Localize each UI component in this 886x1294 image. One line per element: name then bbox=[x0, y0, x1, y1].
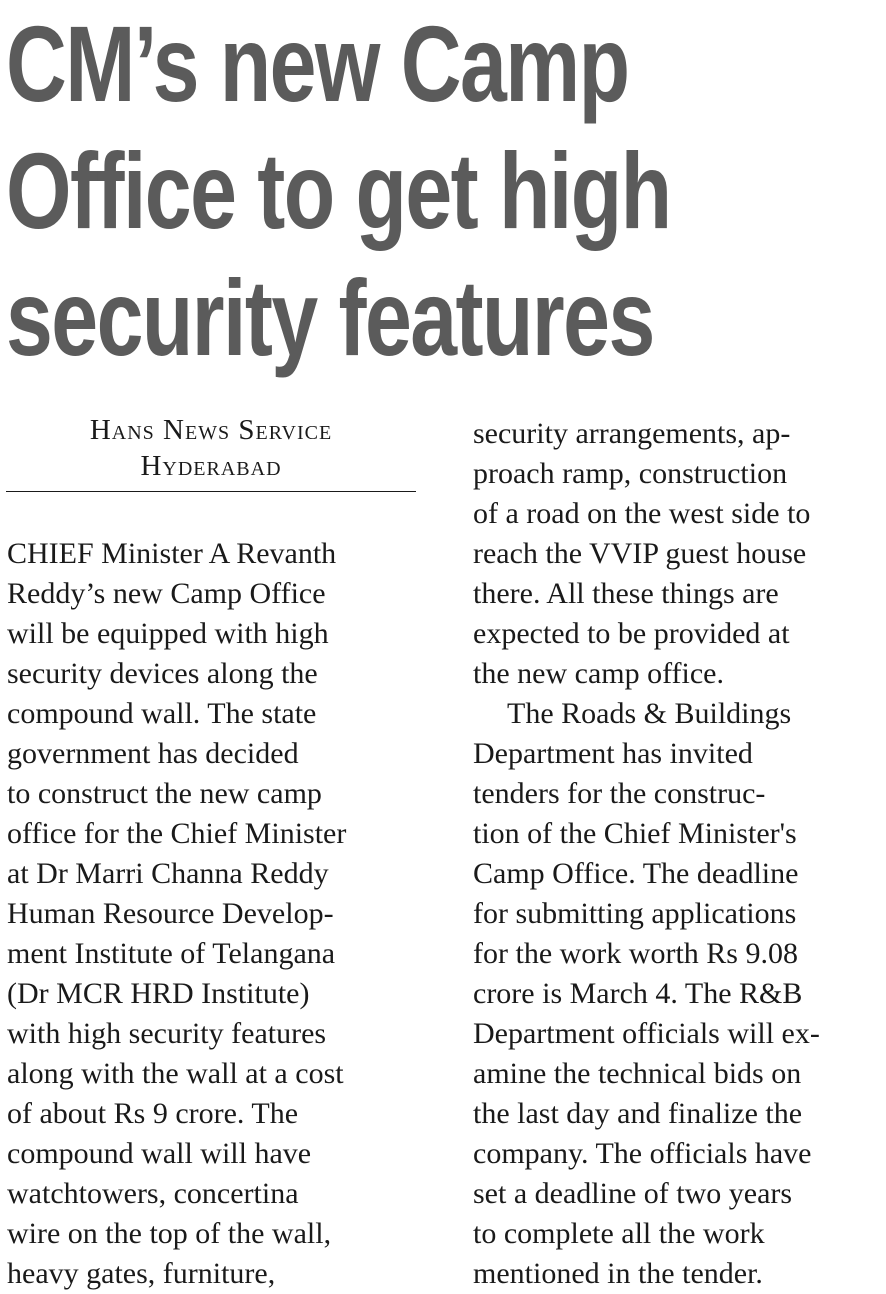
body-line: government has decided bbox=[7, 737, 299, 770]
article-column-left bbox=[7, 534, 417, 1294]
body-line: at Dr Marri Channa Reddy bbox=[7, 857, 329, 890]
body-line: will be equipped with high bbox=[7, 617, 329, 650]
body-line: office for the Chief Minister bbox=[7, 817, 347, 850]
byline-location: Hyderabad bbox=[140, 450, 282, 482]
headline bbox=[6, 0, 689, 381]
body-line: the new camp office. bbox=[473, 657, 725, 690]
body-line: The Roads & Buildings bbox=[507, 697, 792, 730]
headline-line-3: security features bbox=[6, 257, 654, 378]
body-line: to construct the new camp bbox=[7, 777, 322, 810]
body-line: proach ramp, construction bbox=[473, 457, 788, 490]
body-line: reach the VVIP guest house bbox=[473, 537, 807, 570]
body-line: (Dr MCR HRD Institute) bbox=[7, 977, 310, 1010]
body-line: CHIEF Minister A Revanth bbox=[7, 537, 337, 570]
body-line: Reddy’s new Camp Office bbox=[7, 577, 326, 610]
body-line: Human Resource Develop- bbox=[7, 897, 334, 930]
body-line: for submitting applications bbox=[473, 897, 797, 930]
body-line: along with the wall at a cost bbox=[7, 1057, 344, 1090]
body-line: there. All these things are bbox=[473, 577, 779, 610]
body-line: for the work worth Rs 9.08 bbox=[473, 937, 798, 970]
body-line: tion of the Chief Minister's bbox=[473, 817, 797, 850]
article-column-right bbox=[473, 414, 878, 1294]
byline-service: Hans News Service bbox=[89, 414, 333, 446]
body-line: Camp Office. The deadline bbox=[473, 857, 799, 890]
byline-divider bbox=[6, 491, 416, 492]
body-line: compound wall will have bbox=[7, 1137, 312, 1170]
body-line: to complete all the work bbox=[473, 1217, 765, 1250]
body-line: heavy gates, furniture, bbox=[7, 1257, 276, 1290]
body-line: mentioned in the tender. bbox=[473, 1257, 763, 1290]
body-line: expected to be provided at bbox=[473, 617, 790, 650]
body-line: of a road on the west side to bbox=[473, 497, 811, 530]
body-line: with high security features bbox=[7, 1017, 327, 1050]
body-line: Department officials will ex- bbox=[473, 1017, 820, 1050]
body-line: security devices along the bbox=[7, 657, 318, 690]
body-line: amine the technical bids on bbox=[473, 1057, 802, 1090]
body-line: wire on the top of the wall, bbox=[7, 1217, 332, 1250]
body-line: the last day and finalize the bbox=[473, 1097, 803, 1130]
body-line: of about Rs 9 crore. The bbox=[7, 1097, 299, 1130]
headline-line-1: CM’s new Camp bbox=[6, 3, 629, 124]
body-line: Department has invited bbox=[473, 737, 753, 770]
body-line: security arrangements, ap- bbox=[473, 417, 791, 450]
body-line: tenders for the construc- bbox=[473, 777, 766, 810]
body-line: ment Institute of Telangana bbox=[7, 937, 336, 970]
body-line: set a deadline of two years bbox=[473, 1177, 793, 1210]
body-line: compound wall. The state bbox=[7, 697, 317, 730]
body-line: crore is March 4. The R&B bbox=[473, 977, 803, 1010]
byline bbox=[6, 412, 416, 484]
headline-line-2: Office to get high bbox=[6, 130, 671, 251]
body-line: company. The officials have bbox=[473, 1137, 812, 1170]
body-line: watchtowers, concertina bbox=[7, 1177, 299, 1210]
